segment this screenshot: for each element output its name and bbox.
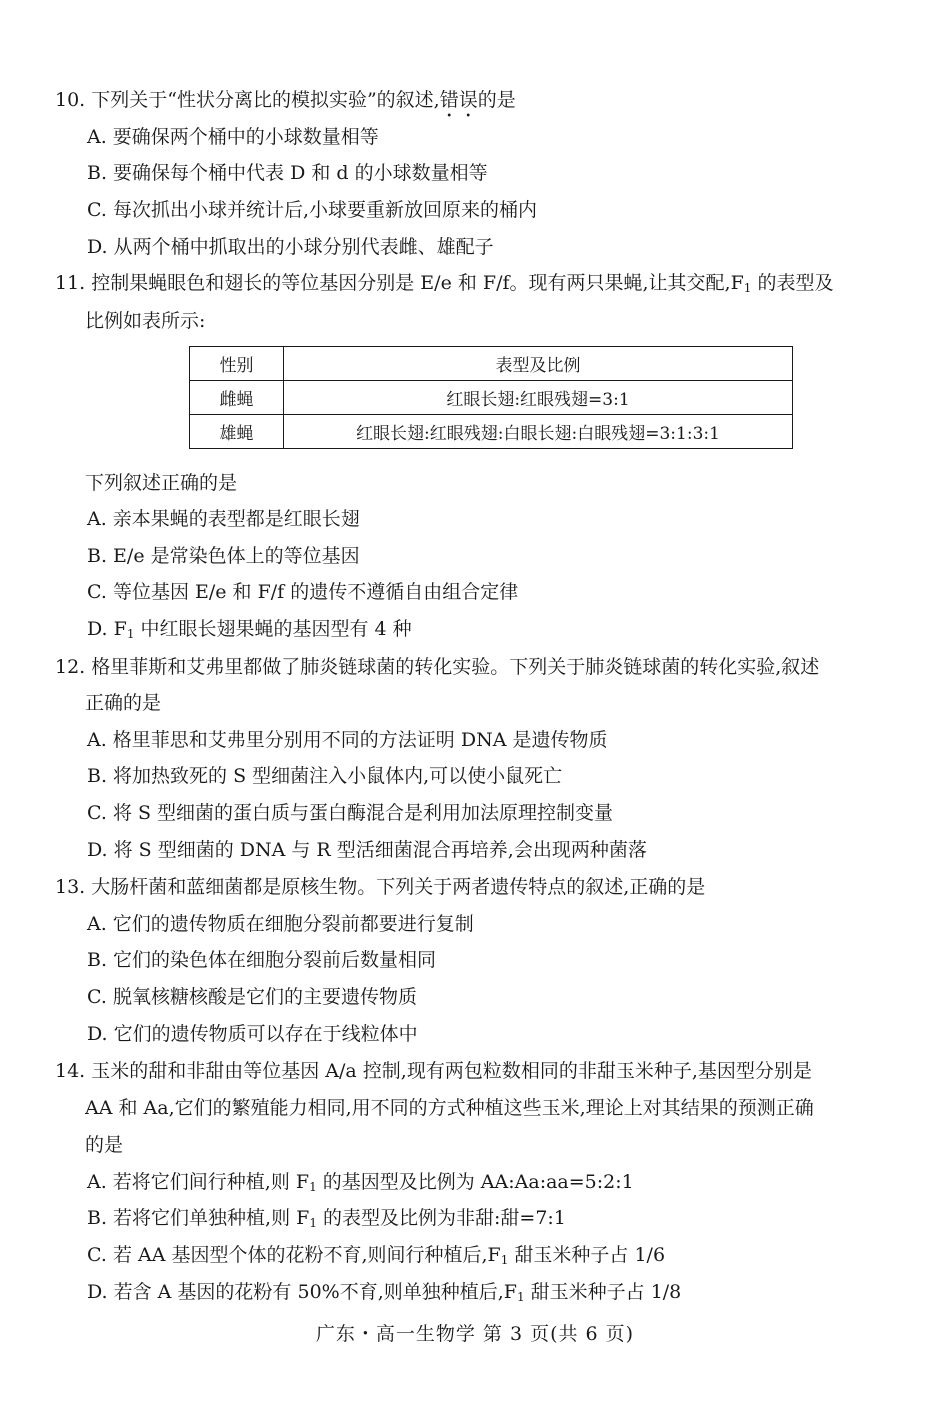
q11-stem-end: 的表型及 bbox=[751, 272, 834, 294]
q14-option-c-subscript: 1 bbox=[500, 1253, 509, 1267]
q10-emphasis: 错误 bbox=[439, 89, 478, 111]
q11-option-d-subscript: 1 bbox=[126, 627, 135, 641]
table-header-cell: 表型及比例 bbox=[284, 347, 793, 381]
q14-option-d-text: D. 若含 A 基因的花粉有 50%不育,则单独种植后,F bbox=[87, 1281, 517, 1303]
q14-option-b-subscript: 1 bbox=[309, 1216, 317, 1230]
q14-option-d bbox=[87, 1280, 681, 1304]
table-cell: 雌蝇 bbox=[190, 381, 284, 415]
q14-option-a-text: A. 若将它们间行种植,则 F bbox=[87, 1171, 310, 1193]
q14-option-c-text: C. 若 AA 基因型个体的花粉不育,则间行种植后,F bbox=[87, 1244, 501, 1266]
q13-option-a: A. 它们的遗传物质在细胞分裂前都要进行复制 bbox=[87, 913, 474, 935]
table-row bbox=[190, 415, 793, 449]
q10-option-a: A. 要确保两个桶中的小球数量相等 bbox=[87, 126, 379, 148]
q11-option-d-end: 中红眼长翅果蝇的基因型有 4 种 bbox=[134, 618, 412, 640]
phenotype-table bbox=[189, 346, 793, 449]
q12-option-c: C. 将 S 型细菌的蛋白质与蛋白酶混合是利用加法原理控制变量 bbox=[87, 802, 614, 824]
q14-option-b-end: 的表型及比例为非甜:甜=7:1 bbox=[316, 1207, 566, 1229]
q11-option-c: C. 等位基因 E/e 和 F/f 的遗传不遵循自由组合定律 bbox=[87, 581, 519, 603]
q10-stem-end: 的是 bbox=[477, 89, 516, 111]
q11-option-d bbox=[87, 617, 412, 641]
q12-option-a: A. 格里菲思和艾弗里分别用不同的方法证明 DNA 是遗传物质 bbox=[87, 729, 608, 751]
q14-option-a bbox=[87, 1170, 634, 1194]
q14-option-c bbox=[87, 1243, 665, 1267]
q11-subscript: 1 bbox=[743, 281, 752, 295]
q14-option-a-subscript: 1 bbox=[309, 1180, 317, 1194]
q11-option-a: A. 亲本果蝇的表型都是红眼长翅 bbox=[87, 508, 360, 530]
q12-option-d: D. 将 S 型细菌的 DNA 与 R 型活细菌混合再培养,会出现两种菌落 bbox=[87, 839, 647, 861]
q12-option-b: B. 将加热致死的 S 型细菌注入小鼠体内,可以使小鼠死亡 bbox=[87, 765, 563, 787]
q10-stem bbox=[55, 88, 516, 122]
q13-stem: 13. 大肠杆菌和蓝细菌都是原核生物。下列关于两者遗传特点的叙述,正确的是 bbox=[55, 876, 706, 898]
q11-option-d-text: D. F bbox=[87, 618, 127, 640]
table-row bbox=[190, 381, 793, 415]
table-header-cell: 性别 bbox=[190, 347, 284, 381]
q14-stem-line3: 的是 bbox=[85, 1134, 124, 1156]
q14-stem-line1: 14. 玉米的甜和非甜由等位基因 A/a 控制,现有两包粒数相同的非甜玉米种子,基因型分别是 bbox=[55, 1060, 812, 1082]
q13-option-b: B. 它们的染色体在细胞分裂前后数量相同 bbox=[87, 949, 437, 971]
q10-option-d: D. 从两个桶中抓取出的小球分别代表雌、雄配子 bbox=[87, 236, 494, 258]
q11-stem-line1 bbox=[55, 271, 833, 295]
q10-option-c: C. 每次抓出小球并统计后,小球要重新放回原来的桶内 bbox=[87, 199, 537, 221]
q14-option-b-text: B. 若将它们单独种植,则 F bbox=[87, 1207, 310, 1229]
q14-stem-line2: AA 和 Aa,它们的繁殖能力相同,用不同的方式种植这些玉米,理论上对其结果的预测正确 bbox=[85, 1097, 814, 1119]
q11-question: 下列叙述正确的是 bbox=[85, 472, 238, 494]
q13-option-d: D. 它们的遗传物质可以存在于线粒体中 bbox=[87, 1023, 418, 1045]
q14-option-a-end: 的基因型及比例为 AA:Aa:aa=5:2:1 bbox=[316, 1171, 634, 1193]
table-header-row bbox=[190, 347, 793, 381]
table-cell: 红眼长翅:红眼残翅:白眼长翅:白眼残翅=3:1:3:1 bbox=[284, 415, 793, 449]
q14-option-d-end: 甜玉米种子占 1/8 bbox=[524, 1281, 682, 1303]
q10-option-b: B. 要确保每个桶中代表 D 和 d 的小球数量相等 bbox=[87, 162, 488, 184]
q11-stem-text: 11. 控制果蝇眼色和翅长的等位基因分别是 E/e 和 F/f。现有两只果蝇,让其交配,F bbox=[55, 272, 744, 294]
q12-stem-line2: 正确的是 bbox=[85, 692, 162, 714]
q12-stem-line1: 12. 格里菲斯和艾弗里都做了肺炎链球菌的转化实验。下列关于肺炎链球菌的转化实验,叙述 bbox=[55, 656, 820, 678]
q11-option-b: B. E/e 是常染色体上的等位基因 bbox=[87, 545, 360, 567]
q14-option-d-subscript: 1 bbox=[516, 1290, 525, 1304]
table-cell: 红眼长翅:红眼残翅=3:1 bbox=[284, 381, 793, 415]
q14-option-c-end: 甜玉米种子占 1/6 bbox=[508, 1244, 666, 1266]
q14-option-b bbox=[87, 1206, 566, 1230]
table-cell: 雄蝇 bbox=[190, 415, 284, 449]
q13-option-c: C. 脱氧核糖核酸是它们的主要遗传物质 bbox=[87, 986, 417, 1008]
q11-stem-line2: 比例如表所示: bbox=[85, 310, 206, 332]
page-footer: 广东・高一生物学 第 3 页(共 6 页) bbox=[315, 1323, 635, 1345]
q10-stem-text: 10. 下列关于“性状分离比的模拟实验”的叙述, bbox=[55, 89, 440, 111]
